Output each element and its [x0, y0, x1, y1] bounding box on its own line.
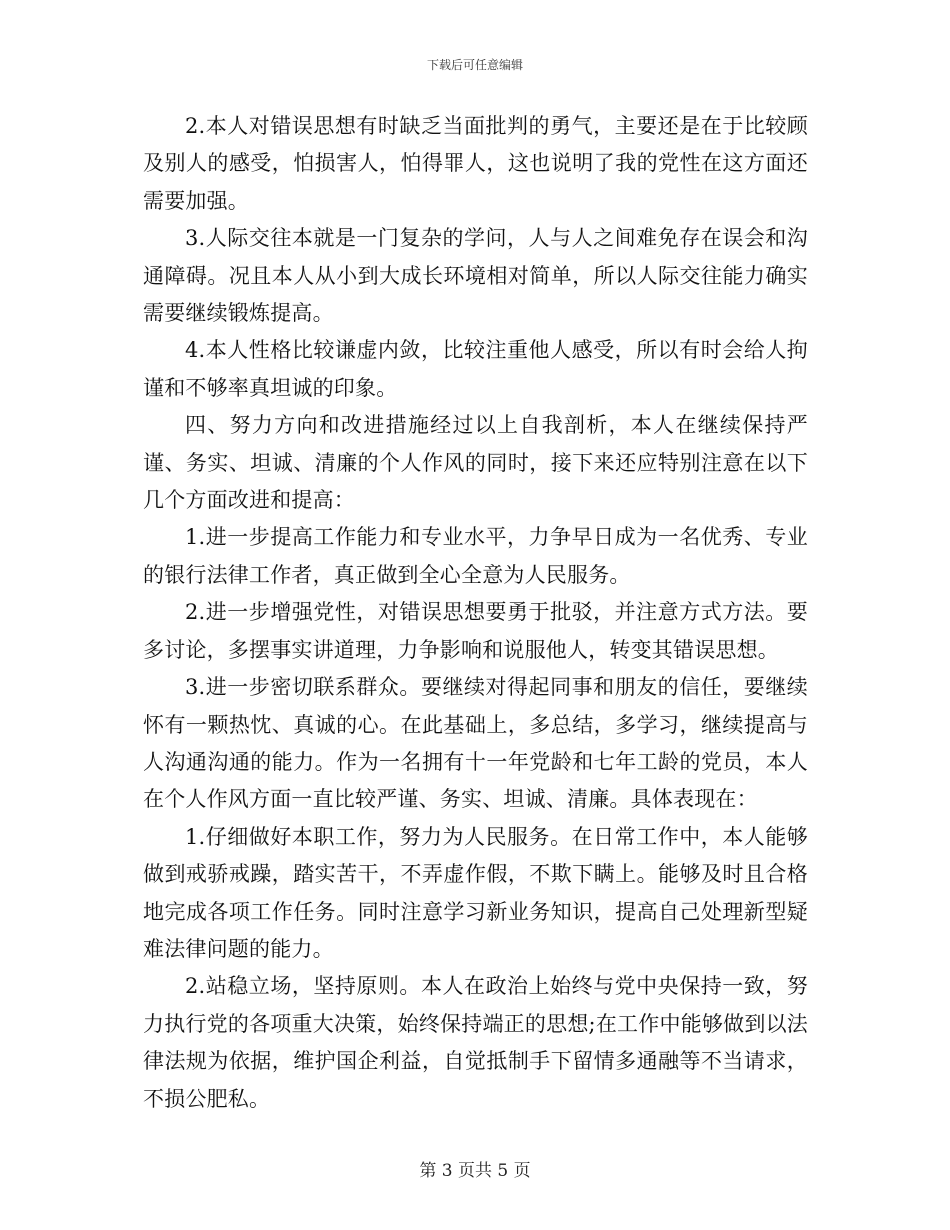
paragraph: 2.站稳立场，坚持原则。本人在政治上始终与党中央保持一致，努力执行党的各项重大决策，始终保持端正的思想;在工作中能够做到以法律法规为依据，维护国企利益，自觉抵制手下留情多通融等不当请求，不损公肥私。	[143, 974, 808, 1111]
page-number: 第 3 页共 5 页	[419, 1161, 531, 1181]
document-body	[143, 108, 808, 1118]
paragraph: 1.进一步提高工作能力和专业水平，力争早日成为一名优秀、专业的银行法律工作者，真正做到全心全意为人民服务。	[143, 525, 808, 587]
paragraph: 四、努力方向和改进措施经过以上自我剖析，本人在继续保持严谨、务实、坦诚、清廉的个人作风的同时，接下来还应特别注意在以下几个方面改进和提高：	[143, 413, 808, 513]
paragraph: 2.进一步增强党性，对错误思想要勇于批驳，并注意方式方法。要多讨论，多摆事实讲道理，力争影响和说服他人，转变其错误思想。	[143, 600, 808, 662]
paragraph: 4.本人性格比较谦虚内敛，比较注重他人感受，所以有时会给人拘谨和不够率真坦诚的印象。	[143, 338, 808, 400]
paragraph: 2.本人对错误思想有时缺乏当面批判的勇气，主要还是在于比较顾及别人的感受，怕损害人，怕得罪人，这也说明了我的党性在这方面还需要加强。	[143, 114, 808, 213]
paragraph: 1.仔细做好本职工作，努力为人民服务。在日常工作中，本人能够做到戒骄戒躁，踏实苦干，不弄虚作假，不欺下瞒上。能够及时且合格地完成各项工作任务。同时注意学习新业务知识，提高自己处理新型疑难法律问题的能力。	[143, 824, 808, 961]
page-header: 下载后可任意编辑	[426, 58, 523, 72]
paragraph: 3.人际交往本就是一门复杂的学问，人与人之间难免存在误会和沟通障碍。况且本人从小到大成长环境相对简单，所以人际交往能力确实需要继续锻炼提高。	[143, 226, 808, 326]
paragraph: 3.进一步密切联系群众。要继续对得起同事和朋友的信任，要继续怀有一颗热忱、真诚的心。在此基础上，多总结，多学习，继续提高与人沟通沟通的能力。作为一名拥有十一年党龄和七年工龄的党员，本人在个人作风方面一直比较严谨、务实、坦诚、清廉。具体表现在：	[143, 675, 808, 812]
